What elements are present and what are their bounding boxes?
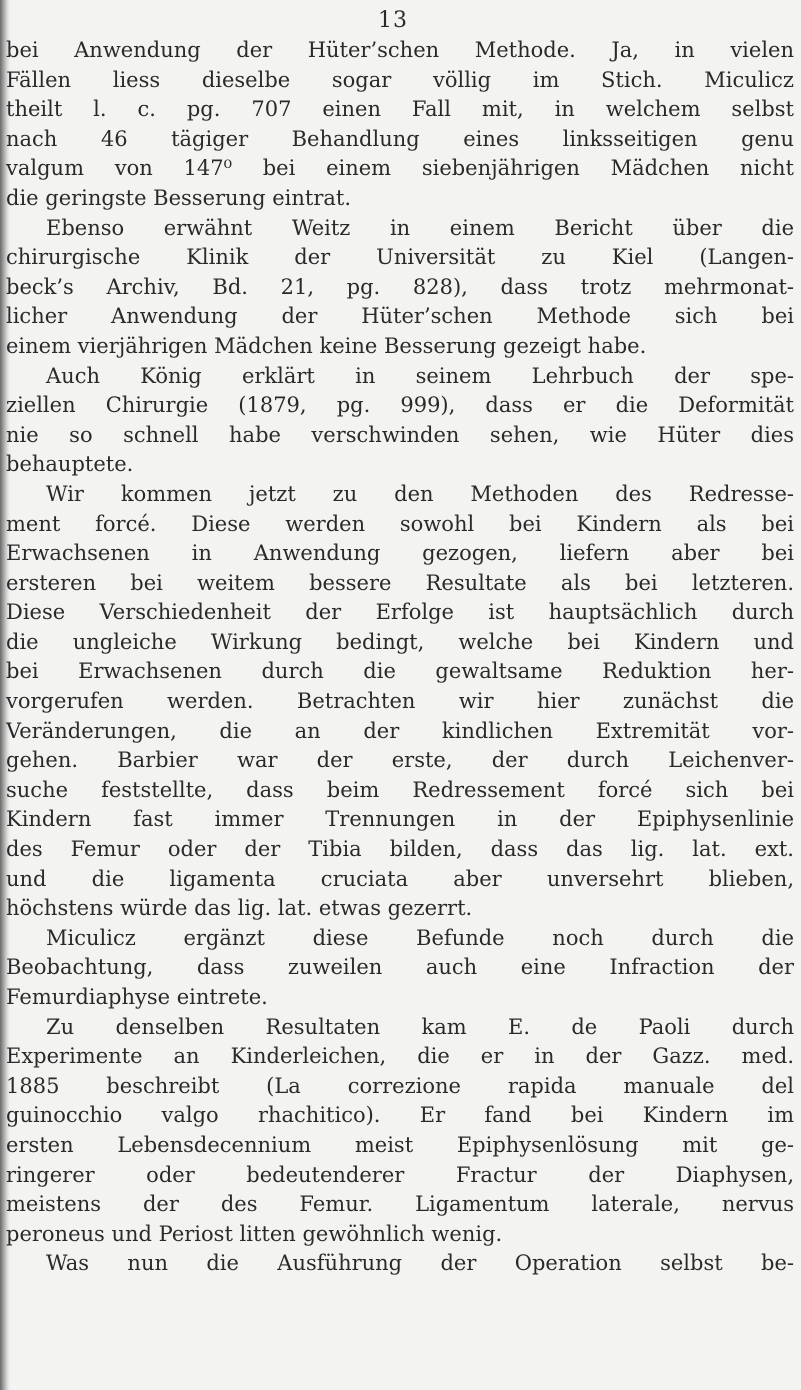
text-line: Wir kommen jetzt zu den Methoden des Redresse- [46,481,794,506]
body-text [6,36,794,1279]
text-line: Veränderungen, die an der kindlichen Extremität vor- [6,718,794,743]
text-line: die ungleiche Wirkung bedingt, welche bei Kindern und [6,629,794,654]
text-line: Was nun die Ausführung der Operation selbst be- [46,1251,794,1276]
text-line: ziellen Chirurgie (1879, pg. 999), dass er die Deformität [6,393,794,418]
text-line: Auch König erklärt in seinem Lehrbuch der spe- [46,363,794,388]
page-number: 13 [378,8,408,33]
text-line: suche feststellte, dass beim Redressement forcé sich bei [6,777,794,802]
text-line: licher Anwendung der Hüter’schen Methode sich bei [6,304,794,329]
text-line: die geringste Besserung eintrat. [6,185,352,210]
text-line: Experimente an Kinderleichen, die er in der Gazz. med. [6,1044,794,1069]
text-line: des Femur oder der Tibia bilden, dass das lig. lat. ext. [6,837,794,862]
text-line: nach 46 tägiger Behandlung eines linksseitigen genu [6,126,794,151]
text-line: meistens der des Femur. Ligamentum laterale, nervus [6,1192,794,1217]
text-line: höchstens würde das lig. lat. etwas gezerrt. [6,896,473,921]
text-line: ersteren bei weitem bessere Resultate als bei letzteren. [6,570,794,595]
text-line: Ebenso erwähnt Weitz in einem Bericht über die [46,215,794,240]
text-line: Beobachtung, dass zuweilen auch eine Infraction der [6,955,794,980]
text-line: Miculicz ergänzt diese Befunde noch durch die [46,925,794,950]
text-line: theilt l. c. pg. 707 einen Fall mit, in welchem selbst [6,97,794,122]
text-line: bei Erwachsenen durch die gewaltsame Reduktion her- [6,659,794,684]
text-line: gehen. Barbier war der erste, der durch Leichenver- [6,748,794,773]
text-line: peroneus und Periost litten gewöhnlich wenig. [6,1221,503,1246]
text-line: einem vierjährigen Mädchen keine Besserung gezeigt habe. [6,333,647,358]
text-line: ersten Lebensdecennium meist Epiphysenlösung mit ge- [6,1132,794,1157]
text-line: 1885 beschreibt (La correzione rapida manuale del [6,1073,794,1098]
text-line: Erwachsenen in Anwendung gezogen, liefern aber bei [6,541,794,566]
text-line: chirurgische Klinik der Universität zu Kiel (Langen- [6,245,794,270]
text-line: vorgerufen werden. Betrachten wir hier zunächst die [6,689,794,714]
text-line: ringerer oder bedeutenderer Fractur der Diaphysen, [6,1162,794,1187]
text-line: nie so schnell habe verschwinden sehen, wie Hüter dies [6,422,794,447]
text-line: Zu denselben Resultaten kam E. de Paoli durch [46,1014,794,1039]
text-line: Kindern fast immer Trennungen in der Epiphysenlinie [6,807,794,832]
text-line: Diese Verschiedenheit der Erfolge ist hauptsächlich durch [6,600,794,625]
text-line: behauptete. [6,452,134,477]
text-line: valgum von 147⁰ bei einem siebenjährigen Mädchen nicht [6,156,794,181]
text-line: bei Anwendung der Hüter’schen Methode. Ja, in vielen [6,38,794,62]
text-line: beck’s Archiv, Bd. 21, pg. 828), dass trotz mehrmonat- [6,274,794,299]
text-line: ment forcé. Diese werden sowohl bei Kindern als bei [6,511,794,536]
text-line: guinocchio valgo rhachitico). Er fand bei Kindern im [6,1103,794,1128]
text-line: Fällen liess dieselbe sogar völlig im Stich. Miculicz [6,67,794,92]
text-line: und die ligamenta cruciata aber unversehrt blieben, [6,866,794,891]
text-line: Femurdiaphyse eintrete. [6,985,268,1009]
